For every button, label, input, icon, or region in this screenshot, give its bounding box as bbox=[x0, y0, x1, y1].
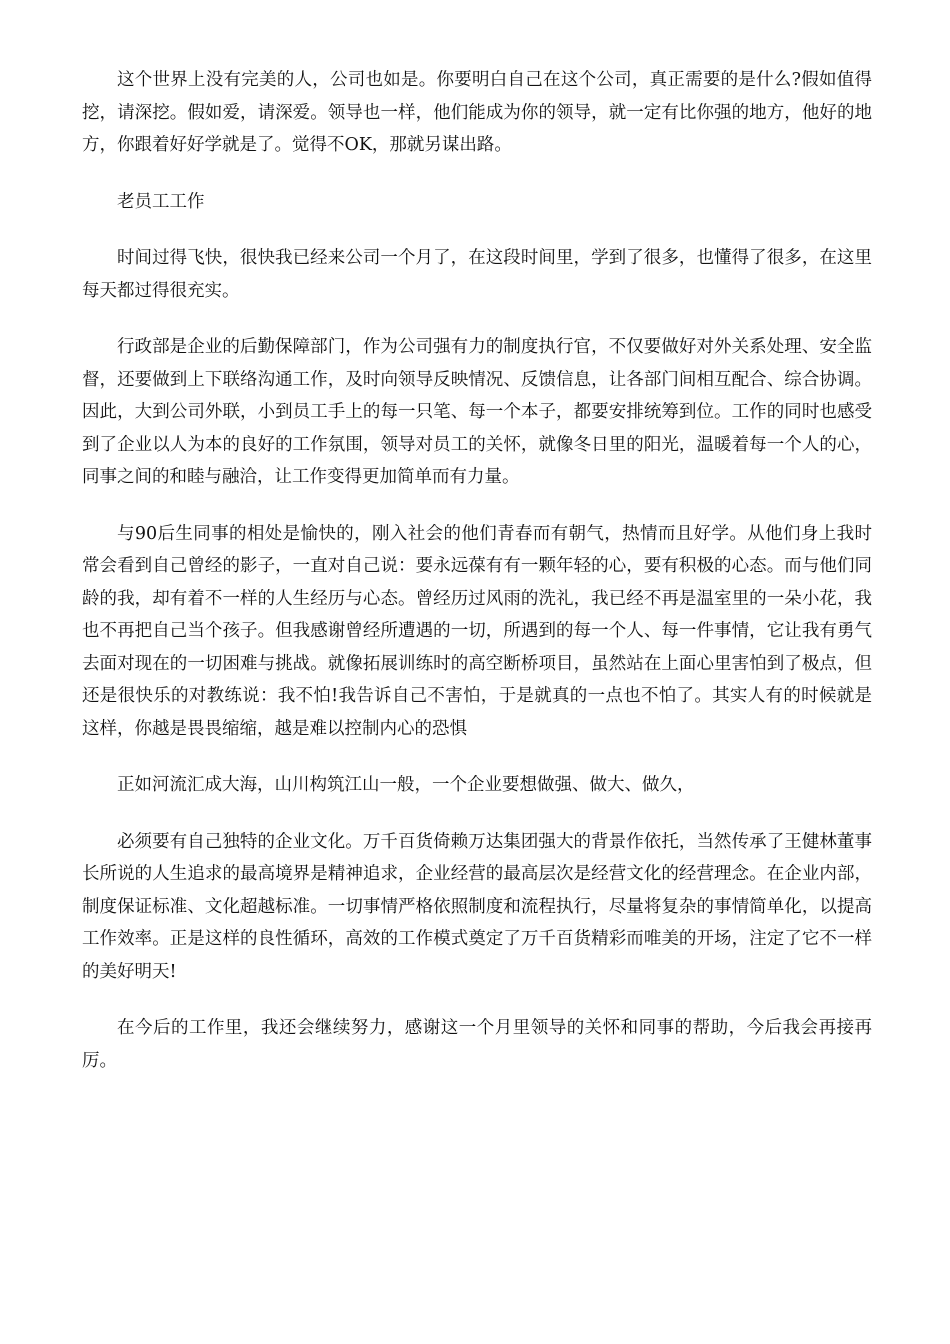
paragraph-admin-department: 行政部是企业的后勤保障部门，作为公司强有力的制度执行官，不仅要做好对外关系处理、安全监督，还要做到上下联络沟通工作，及时向领导反映情况、反馈信息，让各部门间相互配合、综合协调。因此，大到公司外联，小到员工手上的每一只笔、每一个本子，都要安排统筹到位。工作的同时也感受到了企业以人为本的良好的工作氛围，领导对员工的关怀，就像冬日里的阳光，温暖着每一个人的心，同事之间的和睦与融洽，让工作变得更加简单而有力量。 bbox=[82, 337, 872, 487]
document-page bbox=[82, 64, 872, 1101]
paragraph-culture: 必须要有自己独特的企业文化。万千百货倚赖万达集团强大的背景作依托，当然传承了王健林董事长所说的人生追求的最高境界是精神追求，企业经营的最高层次是经营文化的经营理念。在企业内部，制度保证标准、文化超越标准。一切事情严格依照制度和流程执行，尽量将复杂的事情简单化，以提高工作效率。正是这样的良性循环，高效的工作模式奠定了万千百货精彩而唯美的开场，注定了它不一样的美好明天! bbox=[82, 831, 872, 982]
paragraph-colleagues: 与90后生同事的相处是愉快的，刚入社会的他们青春而有朝气，热情而且好学。从他们身上我时常会看到自己曾经的影子，一直对自己说：要永远葆有有一颗年轻的心，要有积极的心态。而与他们同龄的我，却有着不一样的人生经历与心态。曾经历过风雨的洗礼，我已经不再是温室里的一朵小花，我也不再把自己当个孩子。但我感谢曾经所遭遇的一切，所遇到的每一个人、每一件事情，它让我有勇气去面对现在的一切困难与挑战。就像拓展训练时的高空断桥项目，虽然站在上面心里害怕到了极点，但还是很快乐的对教练说：我不怕!我告诉自己不害怕，于是就真的一点也不怕了。其实人有的时候就是这样，你越是畏畏缩缩，越是难以控制内心的恐惧 bbox=[82, 523, 872, 739]
paragraph-time: 时间过得飞快，很快我已经来公司一个月了，在这段时间里，学到了很多，也懂得了很多，在这里每天都过得很充实。 bbox=[82, 248, 872, 301]
section-title: 老员工工作 bbox=[117, 191, 205, 212]
paragraph-rivers: 正如河流汇成大海，山川构筑江山一般，一个企业要想做强、做大、做久， bbox=[117, 775, 695, 795]
paragraph-intro: 这个世界上没有完美的人，公司也如是。你要明白自己在这个公司，真正需要的是什么?假如值得挖，请深挖。假如爱，请深爱。领导也一样，他们能成为你的领导，就一定有比你强的地方，他好的地方，你跟着好好学就是了。觉得不OK，那就另谋出路。 bbox=[82, 70, 872, 155]
paragraph-closing: 在今后的工作里，我还会继续努力，感谢这一个月里领导的关怀和同事的帮助，今后我会再接再厉。 bbox=[82, 1018, 872, 1071]
